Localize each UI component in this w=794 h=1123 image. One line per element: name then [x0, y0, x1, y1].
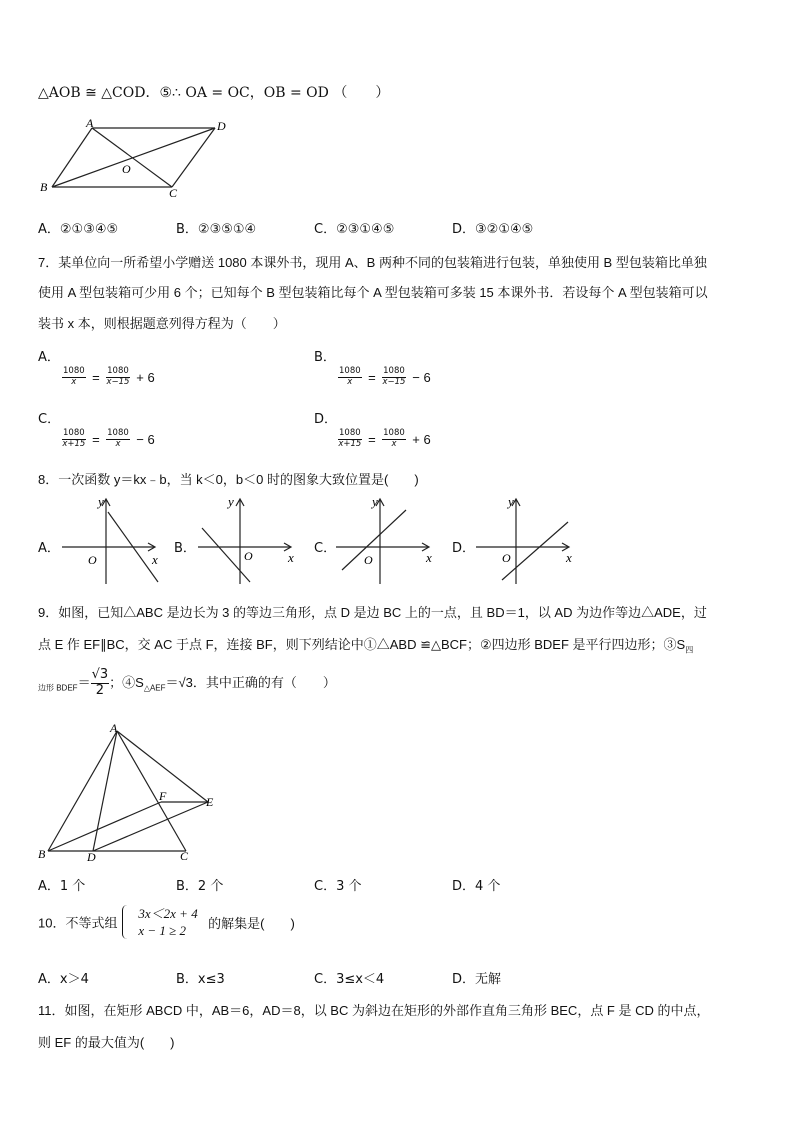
q11-line-1: 11．如图，在矩形 ABCD 中，AB＝6，AD＝8，以 BC 为斜边在矩形的外部作直角三角形 BEC，点 F 是 CD 的中点， [38, 1003, 710, 1018]
q11-line-2: 则 EF 的最大值为( ) [38, 1035, 175, 1050]
q6-label-o: O [122, 162, 131, 176]
q9-option-c[interactable]: C．3 个 [314, 879, 362, 894]
q7-option-b-equation: $\frac{1080}{x}$ = $\frac{1080}{x-15}$ − 6 [339, 366, 431, 387]
q10-option-b[interactable]: B．x≤3 [176, 972, 225, 987]
q8-option-a-graph[interactable] [58, 494, 168, 586]
q6-parallelogram-figure [30, 112, 240, 198]
svg-text:E: E [206, 795, 214, 809]
q9-option-b[interactable]: B．2 个 [176, 879, 224, 894]
svg-text:F: F [159, 789, 167, 803]
svg-text:y: y [98, 494, 104, 509]
q7-option-a-label: A． [38, 350, 60, 365]
q6-option-c[interactable]: C．②③①④⑤ [314, 222, 395, 237]
q6-label-a: A [86, 116, 94, 130]
q6-option-d[interactable]: D．③②①④⑤ [452, 222, 534, 237]
svg-text:D: D [87, 850, 96, 864]
q7-option-c-equation: $\frac{1080}{x+15}$ = $\frac{1080}{x}$ − 6 [62, 428, 155, 449]
q9-option-a[interactable]: A．1 个 [38, 879, 86, 894]
q8-option-b-graph[interactable] [194, 494, 304, 586]
svg-text:y: y [228, 494, 234, 509]
q7-option-a-equation: $\frac{1080}{x}$ = $\frac{1080}{x-15}$ + 6 [63, 366, 155, 387]
q10-option-d[interactable]: D．无解 [452, 972, 502, 987]
q7-option-b[interactable] [314, 346, 433, 388]
q9-line-2: 点 E 作 EF∥BC，交 AC 于点 F，连接 BF，则下列结论中①△ABD ≌△BCF；②四边形 BDEF 是平行四边形；$③S_四$ [38, 637, 694, 655]
svg-text:y: y [372, 494, 378, 509]
svg-text:x: x [152, 552, 158, 567]
svg-text:x: x [566, 550, 572, 565]
svg-text:O: O [244, 549, 253, 563]
q9-option-d[interactable]: D．4 个 [452, 879, 501, 894]
q8-option-c-label[interactable]: C． [314, 541, 337, 556]
q9-line-1: 9．如图，已知△ABC 是边长为 3 的等边三角形，点 D 是边 BC 上的一点，且 BD＝1，以 AD 为边作等边△ADE，过 [38, 605, 707, 620]
q9-triangle-figure [30, 720, 230, 865]
q7-option-d-equation: $\frac{1080}{x+15}$ = $\frac{1080}{x}$ + 6 [338, 428, 431, 449]
svg-text:B: B [38, 847, 46, 861]
q7-option-d-label: D． [314, 412, 338, 427]
svg-text:O: O [88, 553, 97, 567]
svg-text:O: O [502, 551, 511, 565]
q6-option-b[interactable]: B．②③⑤①④ [176, 222, 257, 237]
q6-option-a[interactable]: A．②①③④⑤ [38, 222, 119, 237]
q8-option-c-graph[interactable] [332, 494, 442, 586]
svg-text:O: O [364, 553, 373, 567]
q6-label-c: C [169, 186, 178, 198]
q7-option-d[interactable] [314, 408, 433, 450]
q8-stem: 8．一次函数 y＝kx﹣b，当 k＜0，b＜0 时的图象大致位置是( ) [38, 472, 419, 487]
q6-label-d: D [217, 119, 226, 133]
q8-option-a-label[interactable]: A． [38, 541, 60, 556]
q6-label-b: B [40, 180, 48, 194]
q7-line-1: 7．某单位向一所希望小学赠送 1080 本课外书，现用 A、B 两种不同的包装箱进行包装，单独使用 B 型包装箱比单独 [38, 255, 707, 270]
svg-text:y: y [508, 494, 514, 509]
q7-option-c-label: C． [38, 412, 61, 427]
q10-option-a[interactable]: A．x＞4 [38, 972, 89, 987]
q7-option-c[interactable] [38, 408, 157, 450]
q8-option-b-label[interactable]: B． [174, 541, 196, 556]
q10-brace [122, 905, 131, 939]
q7-option-b-label: B． [314, 350, 336, 365]
q10-option-c[interactable]: C．3≤x＜4 [314, 972, 385, 987]
q10-system: 3x＜2x + 4 x − 1 ≥ 2 [138, 906, 198, 938]
svg-text:A: A [110, 721, 118, 735]
q8-option-d-graph[interactable] [472, 494, 582, 586]
svg-text:x: x [426, 550, 432, 565]
svg-text:x: x [288, 550, 294, 565]
q10-stem: 10．不等式组 3x＜2x + 4 x − 1 ≥ 2 的解集是( ) [38, 906, 295, 938]
q7-line-3: 装书 x 本，则根据题意列得方程为（ ） [38, 316, 286, 331]
q9-line-3: $_{边形 BDEF}$＝ $\frac{√3}{2}$ ；$④S_{\triangle AEF}=√3$．其中正确的有（ ） [38, 667, 336, 698]
q6-stem: △AOB ≅ △COD．⑤∴ OA = OC，OB = OD （ ） [38, 85, 390, 101]
q8-option-d-label[interactable]: D． [452, 541, 476, 556]
svg-text:C: C [180, 849, 189, 863]
q7-option-a[interactable] [38, 346, 157, 388]
q7-line-2: 使用 A 型包装箱可少用 6 个；已知每个 B 型包装箱比每个 A 型包装箱可多装 15 本课外书．若设每个 A 型包装箱可以 [38, 285, 708, 300]
